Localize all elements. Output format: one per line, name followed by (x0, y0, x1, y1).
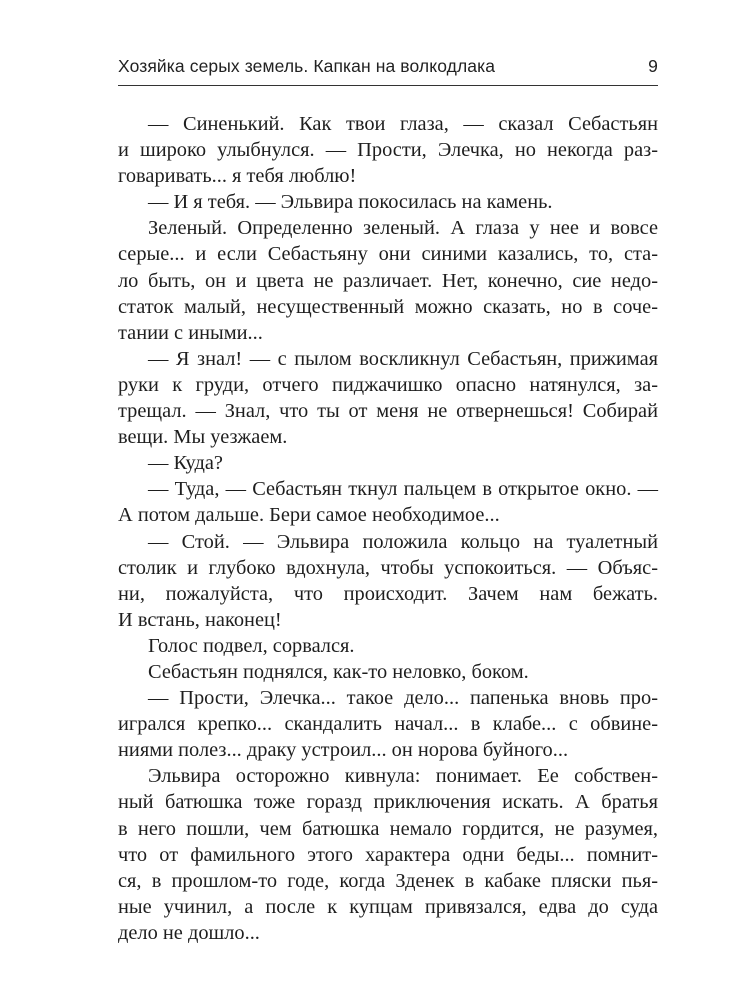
text-line: и широко улыбнулся. — Прости, Элечка, но некогда раз- (118, 139, 658, 162)
running-head (118, 56, 658, 80)
text-line: Голос подвел, сорвался. (148, 634, 355, 657)
text-line: — Я знал! — с пылом воскликнул Себастьян, прижимая (148, 347, 658, 370)
text-line: Эльвира осторожно кивнула: понимает. Ее собствен- (148, 765, 658, 788)
text-line: — И я тебя. — Эльвира покосилась на камень. (148, 191, 553, 214)
text-line: ни, пожалуйста, что происходит. Зачем нам бежать. (118, 582, 658, 605)
text-line: — Синенький. Как твои глаза, — сказал Себастьян (148, 113, 658, 135)
text-line: что от фамильного этого характера одни беды... помнит- (118, 843, 658, 866)
text-line: говаривать... я тебя люблю! (118, 165, 357, 188)
text-line: в него пошли, чем батюшка немало гордится, не разумея, (118, 817, 658, 840)
text-line: А потом дальше. Бери самое необходимое... (118, 504, 500, 527)
text-line: руки к груди, отчего пиджачишко опасно натянулся, за- (118, 373, 658, 396)
text-line: тании с иными... (118, 321, 263, 344)
text-line: столик и глубоко вдохнула, чтобы успокоиться. — Объяс- (118, 556, 658, 579)
page-number: 9 (648, 56, 658, 76)
text-line: — Куда? (148, 452, 223, 475)
text-line: серые... и если Себастьяну они синими казались, то, ста- (118, 243, 658, 266)
text-line: — Прости, Элечка... такое дело... папенька вновь про- (148, 687, 658, 710)
text-line: ся, в прошлом-то годе, когда Зденек в кабаке пляски пья- (118, 869, 658, 892)
text-line: дело не дошло... (118, 921, 260, 944)
text-line: Зеленый. Определенно зеленый. А глаза у нее и вовсе (148, 217, 658, 240)
text-line: Себастьян поднялся, как-то неловко, боком. (148, 660, 529, 683)
text-line: — Туда, — Себастьян ткнул пальцем в открытое окно. — (148, 478, 658, 501)
text-line: игрался крепко... скандалить начал... в клабе... с обвине- (118, 713, 658, 736)
text-line: И встань, наконец! (118, 608, 282, 631)
text-line: ный батюшка тоже горазд приключения искать. А братья (118, 791, 658, 814)
running-title: Хозяйка серых земель. Капкан на волкодлака (118, 56, 496, 76)
text-line: — Стой. — Эльвира положила кольцо на туалетный (148, 530, 658, 553)
text-line: трещал. — Знал, что ты от меня не отвернешься! Собирай (118, 400, 658, 423)
text-line: ло быть, он и цвета не различает. Нет, конечно, сие недо- (118, 269, 658, 292)
text-line: статок малый, несущественный можно сказать, но в соче- (118, 295, 658, 318)
text-line: ниями полез... драку устроил... он норова буйного... (118, 739, 569, 762)
text-line: ные учинил, а после к купцам привязался, едва до суда (118, 895, 658, 918)
body-text (118, 111, 658, 946)
text-line: вещи. Мы уезжаем. (118, 426, 288, 449)
header-rule (118, 85, 658, 86)
